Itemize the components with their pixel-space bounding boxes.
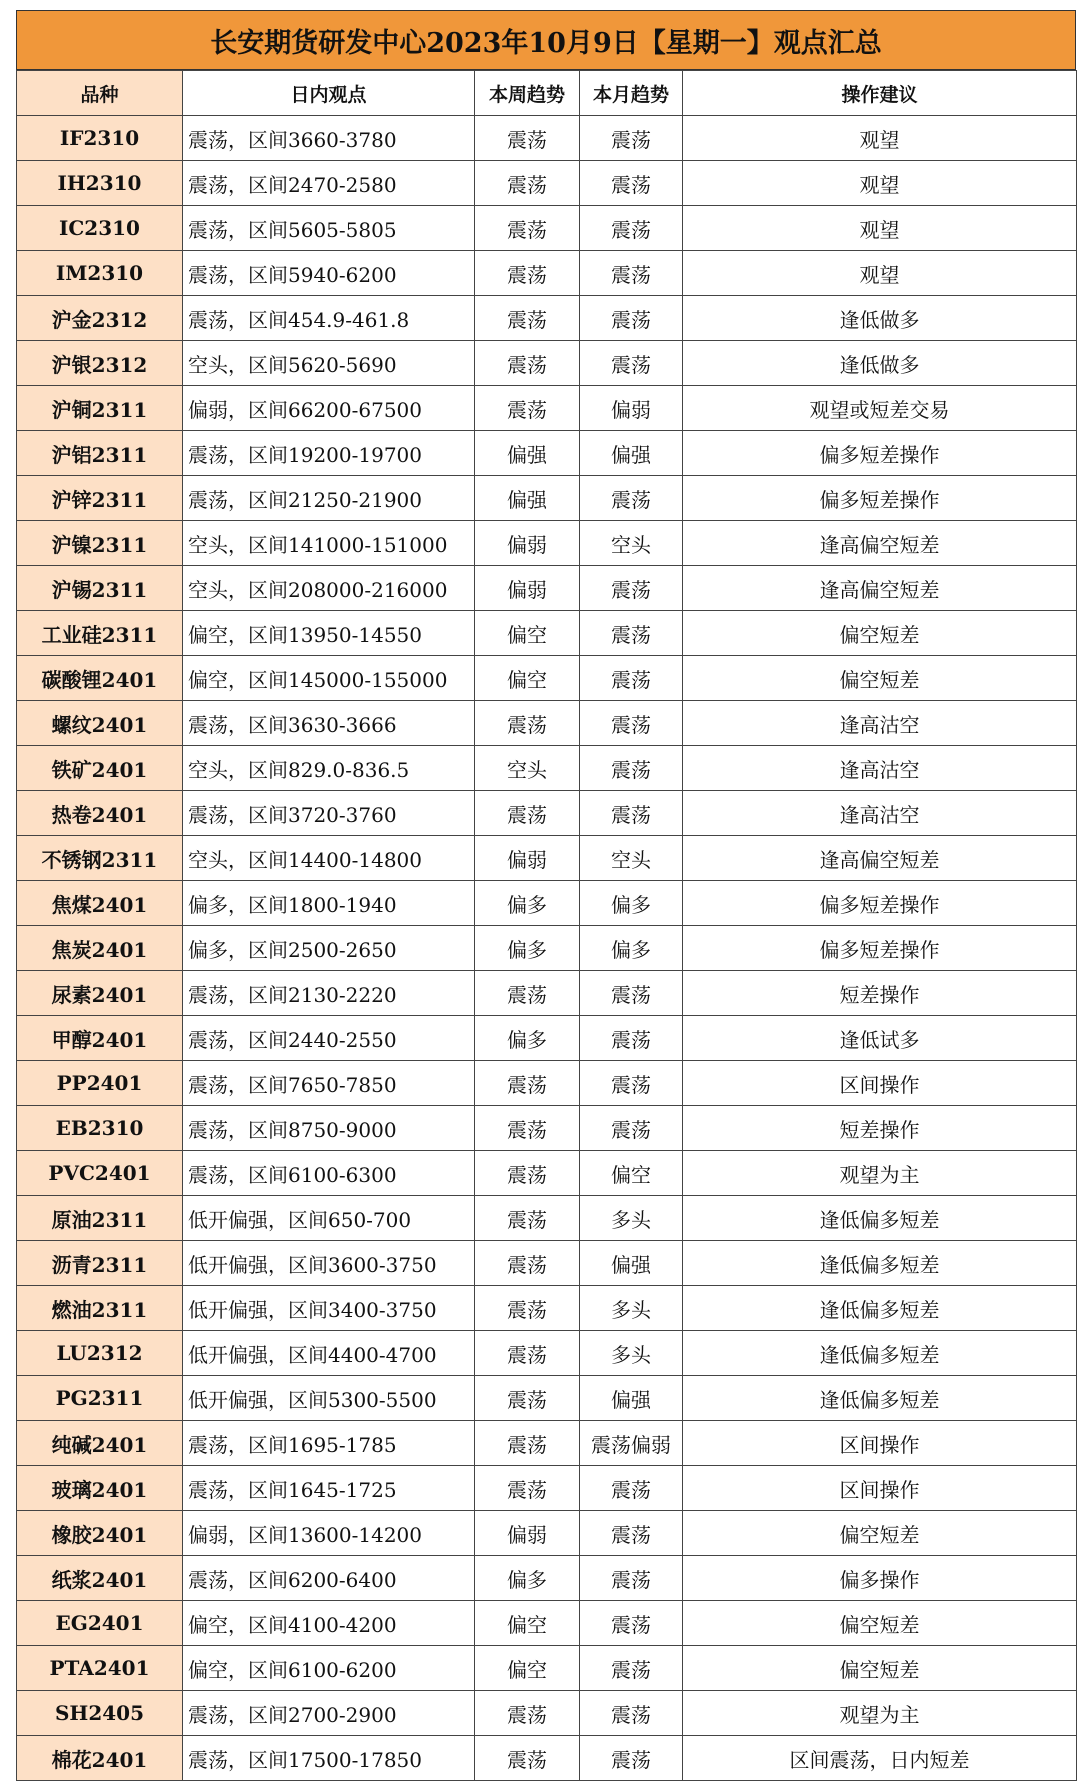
weekly-trend-cell: 偏弱 xyxy=(475,836,580,881)
header-row xyxy=(17,71,1077,116)
suggestion-cell: 偏空短差 xyxy=(683,656,1077,701)
variety-cell: 工业硅2311 xyxy=(17,611,183,656)
table-row xyxy=(17,1331,1077,1376)
variety-cell: 甲醇2401 xyxy=(17,1016,183,1061)
table-row xyxy=(17,926,1077,971)
variety-cell: 纸浆2401 xyxy=(17,1556,183,1601)
weekly-trend-cell: 震荡 xyxy=(475,296,580,341)
monthly-trend-cell: 震荡 xyxy=(580,656,683,701)
weekly-trend-cell: 震荡 xyxy=(475,1331,580,1376)
weekly-trend-cell: 偏多 xyxy=(475,1016,580,1061)
intraday-view-cell: 偏弱，区间13600-14200 xyxy=(183,1511,475,1556)
intraday-view-cell: 震荡，区间3630-3666 xyxy=(183,701,475,746)
monthly-trend-cell: 多头 xyxy=(580,1196,683,1241)
weekly-trend-cell: 偏空 xyxy=(475,611,580,656)
monthly-trend-cell: 震荡偏弱 xyxy=(580,1421,683,1466)
weekly-trend-cell: 震荡 xyxy=(475,1286,580,1331)
table-row xyxy=(17,251,1077,296)
weekly-trend-cell: 震荡 xyxy=(475,341,580,386)
monthly-trend-cell: 偏多 xyxy=(580,926,683,971)
table-row xyxy=(17,431,1077,476)
weekly-trend-cell: 震荡 xyxy=(475,206,580,251)
table-row xyxy=(17,206,1077,251)
variety-cell: 尿素2401 xyxy=(17,971,183,1016)
intraday-view-cell: 偏空，区间13950-14550 xyxy=(183,611,475,656)
suggestion-cell: 观望 xyxy=(683,251,1077,296)
monthly-trend-cell: 震荡 xyxy=(580,296,683,341)
suggestion-cell: 逢低试多 xyxy=(683,1016,1077,1061)
weekly-trend-cell: 震荡 xyxy=(475,971,580,1016)
intraday-view-cell: 偏多，区间1800-1940 xyxy=(183,881,475,926)
table-row xyxy=(17,1196,1077,1241)
weekly-trend-cell: 偏强 xyxy=(475,476,580,521)
variety-cell: 纯碱2401 xyxy=(17,1421,183,1466)
table-row xyxy=(17,701,1077,746)
table-row xyxy=(17,881,1077,926)
variety-cell: IF2310 xyxy=(17,116,183,161)
suggestion-cell: 观望为主 xyxy=(683,1151,1077,1196)
variety-cell: PP2401 xyxy=(17,1061,183,1106)
variety-cell: 玻璃2401 xyxy=(17,1466,183,1511)
table-row xyxy=(17,1376,1077,1421)
monthly-trend-cell: 震荡 xyxy=(580,1511,683,1556)
weekly-trend-cell: 震荡 xyxy=(475,1691,580,1736)
intraday-view-cell: 震荡，区间3660-3780 xyxy=(183,116,475,161)
suggestion-cell: 逢低偏多短差 xyxy=(683,1376,1077,1421)
weekly-trend-cell: 震荡 xyxy=(475,1061,580,1106)
intraday-view-cell: 偏空，区间4100-4200 xyxy=(183,1601,475,1646)
monthly-trend-cell: 震荡 xyxy=(580,971,683,1016)
variety-cell: 沪镍2311 xyxy=(17,521,183,566)
table-row xyxy=(17,1556,1077,1601)
weekly-trend-cell: 震荡 xyxy=(475,1376,580,1421)
header-variety: 品种 xyxy=(17,71,183,116)
table-row xyxy=(17,521,1077,566)
intraday-view-cell: 空头，区间141000-151000 xyxy=(183,521,475,566)
suggestion-cell: 逢低做多 xyxy=(683,341,1077,386)
suggestion-cell: 观望 xyxy=(683,161,1077,206)
monthly-trend-cell: 震荡 xyxy=(580,116,683,161)
weekly-trend-cell: 震荡 xyxy=(475,161,580,206)
monthly-trend-cell: 偏强 xyxy=(580,1241,683,1286)
variety-cell: IC2310 xyxy=(17,206,183,251)
monthly-trend-cell: 震荡 xyxy=(580,1646,683,1691)
table-row xyxy=(17,611,1077,656)
monthly-trend-cell: 震荡 xyxy=(580,1601,683,1646)
suggestion-cell: 观望 xyxy=(683,206,1077,251)
monthly-trend-cell: 偏强 xyxy=(580,1376,683,1421)
monthly-trend-cell: 震荡 xyxy=(580,746,683,791)
variety-cell: 热卷2401 xyxy=(17,791,183,836)
table-body xyxy=(17,116,1077,1781)
weekly-trend-cell: 震荡 xyxy=(475,116,580,161)
monthly-trend-cell: 震荡 xyxy=(580,476,683,521)
intraday-view-cell: 偏空，区间145000-155000 xyxy=(183,656,475,701)
intraday-view-cell: 低开偏强，区间650-700 xyxy=(183,1196,475,1241)
variety-cell: 原油2311 xyxy=(17,1196,183,1241)
weekly-trend-cell: 偏空 xyxy=(475,656,580,701)
suggestion-cell: 区间操作 xyxy=(683,1061,1077,1106)
variety-cell: 沥青2311 xyxy=(17,1241,183,1286)
variety-cell: 橡胶2401 xyxy=(17,1511,183,1556)
suggestion-cell: 逢低偏多短差 xyxy=(683,1286,1077,1331)
intraday-view-cell: 低开偏强，区间3600-3750 xyxy=(183,1241,475,1286)
suggestion-cell: 区间震荡，日内短差 xyxy=(683,1736,1077,1781)
weekly-trend-cell: 震荡 xyxy=(475,1151,580,1196)
intraday-view-cell: 震荡，区间21250-21900 xyxy=(183,476,475,521)
weekly-trend-cell: 偏多 xyxy=(475,881,580,926)
table-row xyxy=(17,1736,1077,1781)
weekly-trend-cell: 偏多 xyxy=(475,926,580,971)
table-row xyxy=(17,1511,1077,1556)
variety-cell: 不锈钢2311 xyxy=(17,836,183,881)
table-row xyxy=(17,1601,1077,1646)
suggestion-cell: 偏空短差 xyxy=(683,1646,1077,1691)
suggestion-cell: 逢高偏空短差 xyxy=(683,521,1077,566)
suggestion-cell: 偏多短差操作 xyxy=(683,926,1077,971)
variety-cell: PVC2401 xyxy=(17,1151,183,1196)
intraday-view-cell: 空头，区间5620-5690 xyxy=(183,341,475,386)
intraday-view-cell: 震荡，区间3720-3760 xyxy=(183,791,475,836)
monthly-trend-cell: 多头 xyxy=(580,1331,683,1376)
suggestion-cell: 区间操作 xyxy=(683,1466,1077,1511)
monthly-trend-cell: 震荡 xyxy=(580,341,683,386)
suggestion-cell: 观望或短差交易 xyxy=(683,386,1077,431)
monthly-trend-cell: 震荡 xyxy=(580,791,683,836)
variety-cell: EB2310 xyxy=(17,1106,183,1151)
suggestion-cell: 偏多短差操作 xyxy=(683,431,1077,476)
weekly-trend-cell: 震荡 xyxy=(475,386,580,431)
table-row xyxy=(17,1241,1077,1286)
weekly-trend-cell: 震荡 xyxy=(475,1196,580,1241)
table-row xyxy=(17,116,1077,161)
weekly-trend-cell: 震荡 xyxy=(475,701,580,746)
table-row xyxy=(17,566,1077,611)
weekly-trend-cell: 震荡 xyxy=(475,1106,580,1151)
suggestion-cell: 短差操作 xyxy=(683,971,1077,1016)
variety-cell: 沪铜2311 xyxy=(17,386,183,431)
intraday-view-cell: 震荡，区间454.9-461.8 xyxy=(183,296,475,341)
monthly-trend-cell: 震荡 xyxy=(580,611,683,656)
intraday-view-cell: 震荡，区间6100-6300 xyxy=(183,1151,475,1196)
variety-cell: 沪银2312 xyxy=(17,341,183,386)
variety-cell: 沪锌2311 xyxy=(17,476,183,521)
suggestion-cell: 逢高沽空 xyxy=(683,746,1077,791)
header-monthly-trend: 本月趋势 xyxy=(580,71,683,116)
summary-sheet xyxy=(16,10,1076,1781)
monthly-trend-cell: 偏多 xyxy=(580,881,683,926)
table-row xyxy=(17,836,1077,881)
table-row xyxy=(17,746,1077,791)
table-row xyxy=(17,296,1077,341)
header-intraday-view: 日内观点 xyxy=(183,71,475,116)
intraday-view-cell: 偏弱，区间66200-67500 xyxy=(183,386,475,431)
suggestion-cell: 偏多操作 xyxy=(683,1556,1077,1601)
suggestion-cell: 偏空短差 xyxy=(683,1511,1077,1556)
intraday-view-cell: 偏空，区间6100-6200 xyxy=(183,1646,475,1691)
table-row xyxy=(17,476,1077,521)
table-row xyxy=(17,386,1077,431)
table-row xyxy=(17,1421,1077,1466)
monthly-trend-cell: 震荡 xyxy=(580,1556,683,1601)
suggestion-cell: 偏空短差 xyxy=(683,611,1077,656)
intraday-view-cell: 偏多，区间2500-2650 xyxy=(183,926,475,971)
table-row xyxy=(17,1061,1077,1106)
suggestion-cell: 偏多短差操作 xyxy=(683,476,1077,521)
intraday-view-cell: 震荡，区间17500-17850 xyxy=(183,1736,475,1781)
intraday-view-cell: 空头，区间14400-14800 xyxy=(183,836,475,881)
variety-cell: 螺纹2401 xyxy=(17,701,183,746)
variety-cell: 棉花2401 xyxy=(17,1736,183,1781)
suggestion-cell: 观望为主 xyxy=(683,1691,1077,1736)
intraday-view-cell: 震荡，区间1695-1785 xyxy=(183,1421,475,1466)
weekly-trend-cell: 偏弱 xyxy=(475,1511,580,1556)
monthly-trend-cell: 多头 xyxy=(580,1286,683,1331)
monthly-trend-cell: 震荡 xyxy=(580,251,683,296)
monthly-trend-cell: 震荡 xyxy=(580,1106,683,1151)
variety-cell: 沪锡2311 xyxy=(17,566,183,611)
monthly-trend-cell: 震荡 xyxy=(580,1736,683,1781)
weekly-trend-cell: 偏多 xyxy=(475,1556,580,1601)
intraday-view-cell: 空头，区间208000-216000 xyxy=(183,566,475,611)
monthly-trend-cell: 震荡 xyxy=(580,1016,683,1061)
suggestion-cell: 短差操作 xyxy=(683,1106,1077,1151)
variety-cell: SH2405 xyxy=(17,1691,183,1736)
intraday-view-cell: 震荡，区间2700-2900 xyxy=(183,1691,475,1736)
monthly-trend-cell: 偏空 xyxy=(580,1151,683,1196)
intraday-view-cell: 震荡，区间2130-2220 xyxy=(183,971,475,1016)
suggestion-cell: 逢高偏空短差 xyxy=(683,836,1077,881)
monthly-trend-cell: 震荡 xyxy=(580,1061,683,1106)
suggestion-cell: 逢低偏多短差 xyxy=(683,1196,1077,1241)
suggestion-cell: 偏空短差 xyxy=(683,1601,1077,1646)
variety-cell: 燃油2311 xyxy=(17,1286,183,1331)
intraday-view-cell: 低开偏强，区间5300-5500 xyxy=(183,1376,475,1421)
table-row xyxy=(17,1646,1077,1691)
table-row xyxy=(17,1466,1077,1511)
variety-cell: PTA2401 xyxy=(17,1646,183,1691)
monthly-trend-cell: 震荡 xyxy=(580,1466,683,1511)
weekly-trend-cell: 偏弱 xyxy=(475,566,580,611)
monthly-trend-cell: 震荡 xyxy=(580,566,683,611)
intraday-view-cell: 震荡，区间1645-1725 xyxy=(183,1466,475,1511)
weekly-trend-cell: 震荡 xyxy=(475,1736,580,1781)
header-weekly-trend: 本周趋势 xyxy=(475,71,580,116)
table-row xyxy=(17,656,1077,701)
table-row xyxy=(17,161,1077,206)
intraday-view-cell: 低开偏强，区间4400-4700 xyxy=(183,1331,475,1376)
table-row xyxy=(17,1286,1077,1331)
intraday-view-cell: 震荡，区间8750-9000 xyxy=(183,1106,475,1151)
monthly-trend-cell: 震荡 xyxy=(580,206,683,251)
intraday-view-cell: 震荡，区间2440-2550 xyxy=(183,1016,475,1061)
outlook-table xyxy=(16,70,1077,1781)
suggestion-cell: 逢高沽空 xyxy=(683,701,1077,746)
intraday-view-cell: 震荡，区间7650-7850 xyxy=(183,1061,475,1106)
intraday-view-cell: 空头，区间829.0-836.5 xyxy=(183,746,475,791)
table-row xyxy=(17,1691,1077,1736)
monthly-trend-cell: 空头 xyxy=(580,836,683,881)
suggestion-cell: 逢高偏空短差 xyxy=(683,566,1077,611)
intraday-view-cell: 震荡，区间19200-19700 xyxy=(183,431,475,476)
suggestion-cell: 逢低偏多短差 xyxy=(683,1331,1077,1376)
weekly-trend-cell: 震荡 xyxy=(475,1466,580,1511)
variety-cell: 沪金2312 xyxy=(17,296,183,341)
weekly-trend-cell: 偏空 xyxy=(475,1646,580,1691)
suggestion-cell: 逢高沽空 xyxy=(683,791,1077,836)
monthly-trend-cell: 震荡 xyxy=(580,161,683,206)
monthly-trend-cell: 偏弱 xyxy=(580,386,683,431)
intraday-view-cell: 低开偏强，区间3400-3750 xyxy=(183,1286,475,1331)
table-row xyxy=(17,1151,1077,1196)
intraday-view-cell: 震荡，区间5605-5805 xyxy=(183,206,475,251)
weekly-trend-cell: 偏强 xyxy=(475,431,580,476)
table-row xyxy=(17,1106,1077,1151)
variety-cell: 焦炭2401 xyxy=(17,926,183,971)
monthly-trend-cell: 震荡 xyxy=(580,1691,683,1736)
monthly-trend-cell: 偏强 xyxy=(580,431,683,476)
variety-cell: IM2310 xyxy=(17,251,183,296)
monthly-trend-cell: 震荡 xyxy=(580,701,683,746)
variety-cell: LU2312 xyxy=(17,1331,183,1376)
table-row xyxy=(17,341,1077,386)
weekly-trend-cell: 震荡 xyxy=(475,251,580,296)
page-title: 长安期货研发中心2023年10月9日【星期一】观点汇总 xyxy=(16,10,1076,70)
intraday-view-cell: 震荡，区间5940-6200 xyxy=(183,251,475,296)
variety-cell: 沪铝2311 xyxy=(17,431,183,476)
monthly-trend-cell: 空头 xyxy=(580,521,683,566)
variety-cell: PG2311 xyxy=(17,1376,183,1421)
suggestion-cell: 逢低做多 xyxy=(683,296,1077,341)
weekly-trend-cell: 震荡 xyxy=(475,791,580,836)
variety-cell: 碳酸锂2401 xyxy=(17,656,183,701)
weekly-trend-cell: 空头 xyxy=(475,746,580,791)
table-row xyxy=(17,971,1077,1016)
suggestion-cell: 逢低偏多短差 xyxy=(683,1241,1077,1286)
suggestion-cell: 偏多短差操作 xyxy=(683,881,1077,926)
table-row xyxy=(17,791,1077,836)
variety-cell: IH2310 xyxy=(17,161,183,206)
weekly-trend-cell: 偏弱 xyxy=(475,521,580,566)
variety-cell: EG2401 xyxy=(17,1601,183,1646)
weekly-trend-cell: 偏空 xyxy=(475,1601,580,1646)
table-row xyxy=(17,1016,1077,1061)
header-suggestion: 操作建议 xyxy=(683,71,1077,116)
weekly-trend-cell: 震荡 xyxy=(475,1241,580,1286)
suggestion-cell: 区间操作 xyxy=(683,1421,1077,1466)
weekly-trend-cell: 震荡 xyxy=(475,1421,580,1466)
variety-cell: 焦煤2401 xyxy=(17,881,183,926)
intraday-view-cell: 震荡，区间2470-2580 xyxy=(183,161,475,206)
variety-cell: 铁矿2401 xyxy=(17,746,183,791)
intraday-view-cell: 震荡，区间6200-6400 xyxy=(183,1556,475,1601)
suggestion-cell: 观望 xyxy=(683,116,1077,161)
